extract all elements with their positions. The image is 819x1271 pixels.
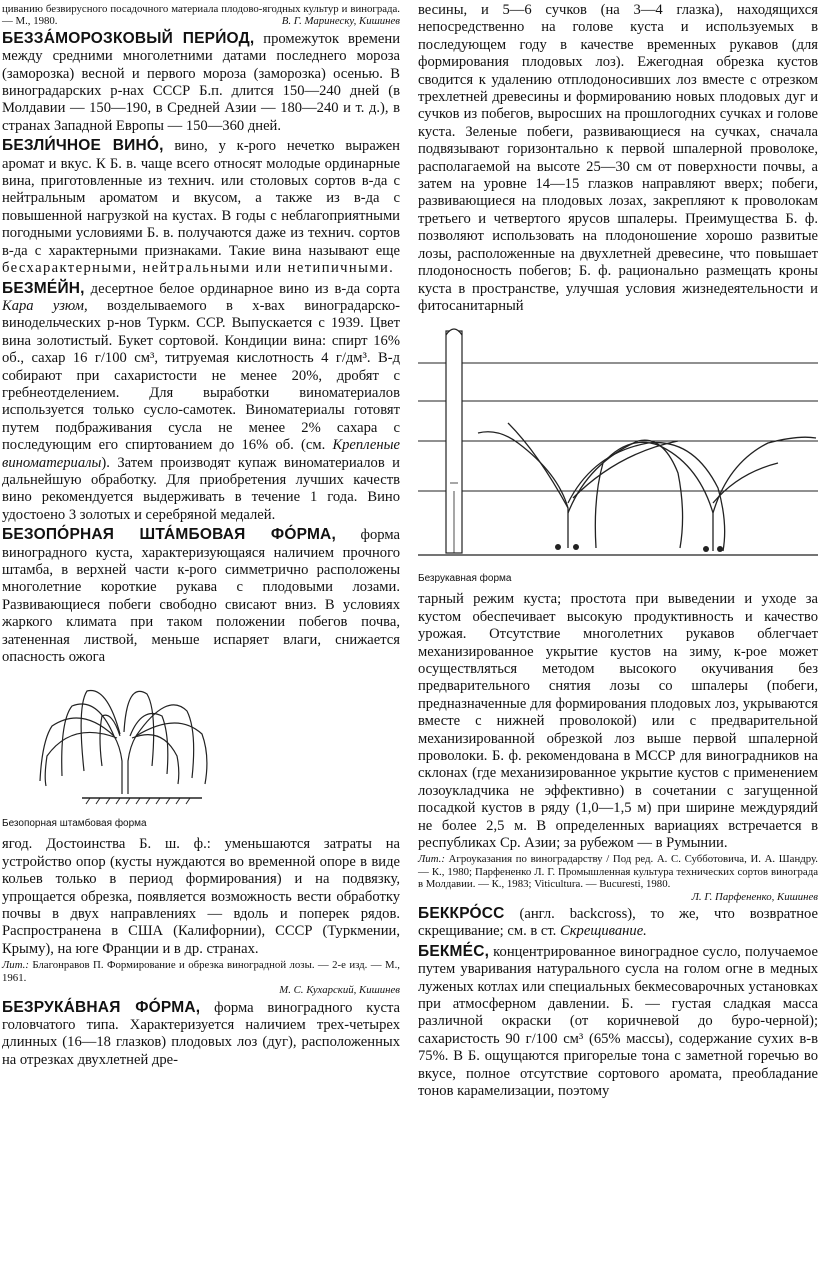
literature-ref: Лит.: Агроуказания по виноградарству / Под ред. А. С. Субботовича, И. А. Шандру. — К., 1980; Парфененко Л. Г. Промышленная культура технических сортов винограда в Молдавии. — К., 1983; Viticultura. — Bucuresti, 1980. Л. Г. Парфененко, Кишинев (418, 853, 819, 903)
entry-bezopor-continued: ягод. Достоинства Б. ш. ф.: уменьшаются затраты на устройство опор (кусты нуждаются во временной опоре в виде кольев только в период формирования) и на подвязку, упрощается обрезка, появляется возможность вести обработку почвы в двух направлениях — вдоль и поперек рядов. Распространена в США (Калифорнии), СССР (Туркмении, Крыму), на юге Франции и в др. странах. (2, 836, 400, 957)
entry-bekkross: БЕККРО́СС (англ. backcross), то же, что возвратное скрещивание; см. в ст. Скрещивание. (418, 905, 818, 940)
headword: БЕККРО́СС (418, 905, 505, 923)
headword: БЕКМЕ́С, (418, 942, 490, 960)
entry-bezruk-continued-2: тарный режим куста; простота при выведении и уходе за кустом обеспечивает высокую продуктивность и качество урожая. Отсутствие многолетних рукавов облегчает механизированное укрытие кустов на зиму, к-рое может осуществляться методом высокого окучивания без предварительного снятия лозы со шпалеры (побеги, предназначенные для формирования плодовых лоз, укрываются вместе с нижней проволокой) или с предварительной механизированной обрезкой лоз выше первой шпалерной проволоки. Б. ф. рекомендована в МССР для виноградников на склонах (где механизированное укрытие кустов с применением лозоукладчика не эффективно) в сочетании с загущенной посадкой кустов в ряду (1,0—1,5 м) при ширине междурядий не более 2,5 м. В определенных вариациях встречается в республиках Ср. Азии; за рубежом — в Румынии. (418, 591, 818, 851)
figure-caption: Безрукавная форма (418, 573, 512, 585)
headword: БЕЗЛИ́ЧНОЕ ВИНО́, (2, 137, 164, 155)
figure-sleeveless-form (418, 323, 818, 571)
headword: БЕЗЗА́МОРОЗКОВЫЙ ПЕРИ́ОД, (2, 29, 255, 47)
spaced-text: бесхарактерными, нейтральными или нетипичными. (2, 260, 395, 277)
entry-bezruk (2, 999, 400, 1070)
entry-bezmein: БЕЗМЕ́ЙН, десертное белое ординарное вино из в-да сорта Кара узюм, возделываемого в х-вах виноградарско-винодельческих р-нов Туркм. ССР. Выпускается с 1939. Цвет вина золотистый. Букет сортовой. Кондиции вина: спирт 16% об., сахар 16 г/100 см³, титруемая кислотность 4 г/дм³. В-д собирают при сахаристости не менее 20%, дробят с гребнеотделением. Для выработки виноматериалов используется только сусло-самотек. Виноматериалы готовят путем подбраживания сусла не менее 2% сахара с последующим его спиртованием до 16% об. (см. Крепленые виноматериалы). Затем производят купаж виноматериалов и дальнейшую обработку. Для приобретения лучших качеств вино рекомендуется выдерживать в течение 1 года. Вино удостоено 3 золотых и серебряной медалей. (2, 279, 401, 523)
entry-body: промежуток времени между средними многолетними датами последнего мороза (заморозка) весной и первого мороза (заморозка) осенью. В виноградарских р-нах СССР Б.п. длится 150—240 дней (в Молдавии — 150—190, в Средней Азии — 180—240 и т. д.), в странах Западной Европы — 150—360 дней. (2, 30, 400, 134)
headword: БЕЗРУКА́ВНАЯ ФО́РМА, (2, 998, 201, 1016)
entry-body: форма виноградного куста, характеризующаяся наличием прочного штамба, в верхней части к-рого симметрично расположены многолетние короткие рукава с плодовыми лозами. Развивающиеся побеги свободно свисают вниз. В условиях жаркого климата при таком положении побегов почва, затененная листвой, меньше испаряет влаги, снижается опасность ожога (2, 527, 400, 666)
right-column (418, 2, 818, 1101)
entry-body: форма виноградного куста головчатого типа. Характеризуется наличием трех-четырех длинных (16—18 глазков) плодовых лоз (дуг), расположенных на отрезках двухлетней дре- (2, 999, 400, 1068)
headword: БЕЗОПО́РНАЯ ШТА́МБОВАЯ ФО́РМА, (2, 526, 336, 544)
headword: БЕЗМЕ́ЙН, (2, 279, 85, 297)
entry-bezamoroz (2, 30, 400, 135)
figure-standard-form (2, 666, 400, 816)
left-column (2, 2, 400, 1069)
figure-caption: Безопорная штамбовая форма (2, 818, 147, 830)
top-reference: циванию безвирусного посадочного материала плодово-ягодных культур и винограда. — М., 1980. В. Г. Маринеску, Кишинев (2, 3, 400, 28)
entry-bekmes (418, 943, 818, 1101)
entry-bezruk-continued: весины, и 5—6 сучков (на 3—4 глазка), находящихся непосредственно на голове куста и используемых в последующем году в качестве временных рукавов (для формирования плодовых лоз). Ежегодная обрезка кустов сводится к удалению отплодоносивших лоз вместе с отрезком трехлетней древесины и формированию новых плодовых дуг и сучков из побегов, выросших на прошлогодних сучках и голове куста. Зеленые побеги, развивающиеся на сучках, сначала подвязывают горизонтально к первой шпалерной проволоке, располагаемой на высоте 25—30 см от поверхности почвы, а затем на уровне 14—15 глазков направляют вверх; побеги, развивающиеся на плодовых лозах, закрепляют к проволокам третьего и четвертого ярусов шпалеры. Преимущества Б. ф. позволяют использовать на плодоношение хорошо развитые лозы, расположенные на двухлетней древесине, что повышает плодоносность побегов; Б. ф. рационально размещать кроны куста в пространстве, улучшая условия жизнедеятельности и фитосанитарный (418, 2, 818, 314)
entry-bezopor (2, 526, 400, 666)
entry-bezlichnoe (2, 137, 400, 277)
literature-ref: Лит.: Благонравов П. Формирование и обрезка виноградной лозы. — 2-е изд. — М., 1961. М. С. Кухарский, Кишинев (2, 959, 400, 997)
entry-body: вино, у к-рого нечетко выражен аромат и вкус. К Б. в. чаще всего относят молодые ординарные вина, приготовленные из технич. или столовых сортов в-да с нейтральным ароматом и вкусом, а также из в-да с повышенной нагрузкой на кустах. В годы с неблагоприятными погодными условиями Б. в. получаются даже из технич. сортов в-да с характерными признаками. Такие вина называют еще (2, 138, 400, 259)
entry-body: концентрированное виноградное сусло, получаемое путем уваривания натурального сусла на голом огне в медных луженых котлах или специальных бекмесоварочных установках при атмосферном давлении. Б. — густая сладкая масса различной окраски (от коричневой до буро-черной); сахаристость 90 г/100 см³ (65% массы), содержание сухих в-в 75%. В Б. ощущаются пригорелые тона с заметной горечью во вкусе, полное отсутствие сортового аромата, преобладание тонов карамелизации, поэтому (418, 943, 818, 1100)
